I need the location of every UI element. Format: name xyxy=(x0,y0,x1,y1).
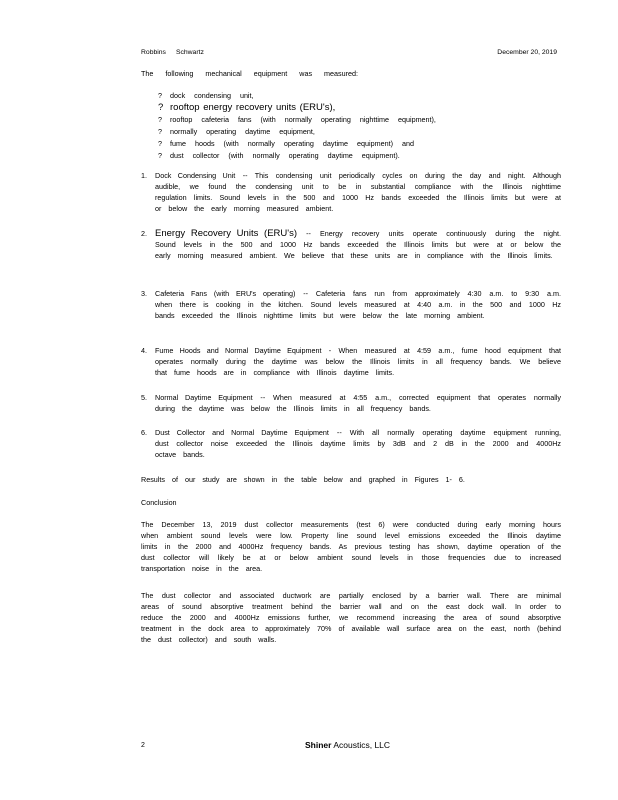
finding-number: 4. xyxy=(141,346,147,355)
list-item xyxy=(158,114,558,126)
header-author-2: Schwartz xyxy=(175,49,204,56)
brand-name-rest: Acoustics, LLC xyxy=(331,740,391,750)
bullet-marker: ? xyxy=(158,102,164,113)
list-item-text: fume hoods (with normally operating daytime equipment) and xyxy=(170,139,414,148)
list-item xyxy=(158,102,558,114)
equipment-list xyxy=(158,90,558,162)
finding-text: - When measured at 4:59 a.m., fume hood equipment that operates normally during the daytime was below the Illinois limits in all frequency bands. We believe that fume hoods are in compliance with Illinois daytime limits. xyxy=(155,346,561,377)
finding-text: -- This condensing unit periodically cycles on during the day and night. Although audible, we found the condensing unit to be in substantial compliance with the Illinois nighttime regulation limits. Sound levels in the 500 and 1000 Hz bands exceeded the Illinois limits but were at or below the early morning measured ambient. xyxy=(155,171,561,213)
list-item xyxy=(158,150,558,162)
list-item-text: normally operating daytime equipment, xyxy=(170,127,315,136)
list-item-text: dust collector (with normally operating daytime equipment). xyxy=(170,151,400,160)
finding-item-1 xyxy=(141,170,561,214)
finding-number: 5. xyxy=(141,393,147,402)
conclusion-heading: Conclusion xyxy=(141,498,177,507)
finding-number: 2. xyxy=(141,229,147,238)
intro-text: The following mechanical equipment was measured: xyxy=(141,69,358,78)
finding-text: -- Cafeteria fans run from approximately 4:30 a.m. to 9:30 a.m. when there is cooking in the kitchen. Sound levels measured at 4:40 a.m. in the 500 and 1000 Hz bands exceeded the Illinois nighttime limits but were below the late morning ambient. xyxy=(155,289,561,320)
finding-text: -- With all normally operating daytime equipment running, dust collector noise exceeded the Illinois daytime limits by 3dB and 2 dB in the 2000 and 4000Hz octave bands. xyxy=(155,428,561,459)
conclusion-paragraph-2: The dust collector and associated ductwork are partially enclosed by a barrier wall. There are minimal areas of sound absorptive treatment behind the barrier wall and on the east dock wall. In order to reduce the 2000 and 4000Hz emissions further, we recommend increasing the area of sound absorptive treatment in the dock area to approximately 70% of available wall surface area on the east, north (behind the dust collector) and south walls. xyxy=(141,591,561,644)
company-brand xyxy=(305,740,390,751)
finding-item-4 xyxy=(141,345,561,378)
page-number: 2 xyxy=(141,742,145,749)
finding-item-2 xyxy=(141,228,561,261)
list-item-text: dock condensing unit, xyxy=(170,91,254,100)
list-item-text: rooftop energy recovery units (ERU's), xyxy=(170,102,336,113)
finding-number: 6. xyxy=(141,428,147,437)
finding-number: 1. xyxy=(141,171,147,180)
finding-number: 3. xyxy=(141,289,147,298)
finding-text: -- Energy recovery units operate continuously during the night. Sound levels in the 500 and 1000 Hz bands exceeded the Illinois limits but were at or below the early morning measured ambient. We believe that these units are in compliance with the Illinois limits. xyxy=(155,229,561,260)
bullet-marker: ? xyxy=(158,127,162,136)
finding-lead: Cafeteria Fans (with ERU's operating) xyxy=(155,289,296,298)
brand-name-bold: Shiner xyxy=(305,740,332,750)
list-item xyxy=(158,138,558,150)
finding-lead: Energy Recovery Units (ERU's) xyxy=(155,228,298,239)
finding-lead: Fume Hoods and Normal Daytime Equipment xyxy=(155,346,322,355)
bullet-marker: ? xyxy=(158,151,162,160)
list-item xyxy=(158,90,558,102)
list-item xyxy=(158,126,558,138)
finding-item-3 xyxy=(141,288,561,321)
finding-lead: Dock Condensing Unit xyxy=(155,171,236,180)
bullet-marker: ? xyxy=(158,139,162,148)
list-item-text: rooftop cafeteria fans (with normally operating nighttime equipment), xyxy=(170,115,436,124)
header-authors xyxy=(141,47,204,58)
finding-item-6 xyxy=(141,427,561,460)
conclusion-paragraph-1: The December 13, 2019 dust collector measurements (test 6) were conducted during early morning hours when ambient sound levels were low. Property line sound level emissions exceeded the Illinois daytime limits in the 2000 and 4000Hz frequency bands. As previous testing has shown, daytime operation of the dust collector will likely be at or below ambient sound levels in those frequencies due to increased transportation noise in the area. xyxy=(141,520,561,573)
finding-item-5 xyxy=(141,392,561,414)
results-text: Results of our study are shown in the table below and graphed in Figures 1- 6. xyxy=(141,475,465,484)
finding-text: -- When measured at 4:55 a.m., corrected equipment that operates normally during the daytime was below the Illinois limits in all frequency bands. xyxy=(155,393,561,413)
bullet-marker: ? xyxy=(158,91,162,100)
bullet-marker: ? xyxy=(158,115,162,124)
finding-lead: Normal Daytime Equipment xyxy=(155,393,253,402)
finding-lead: Dust Collector and Normal Daytime Equipment xyxy=(155,428,329,437)
header-author-1: Robbins xyxy=(141,49,166,56)
header-date: December 20, 2019 xyxy=(497,49,557,56)
